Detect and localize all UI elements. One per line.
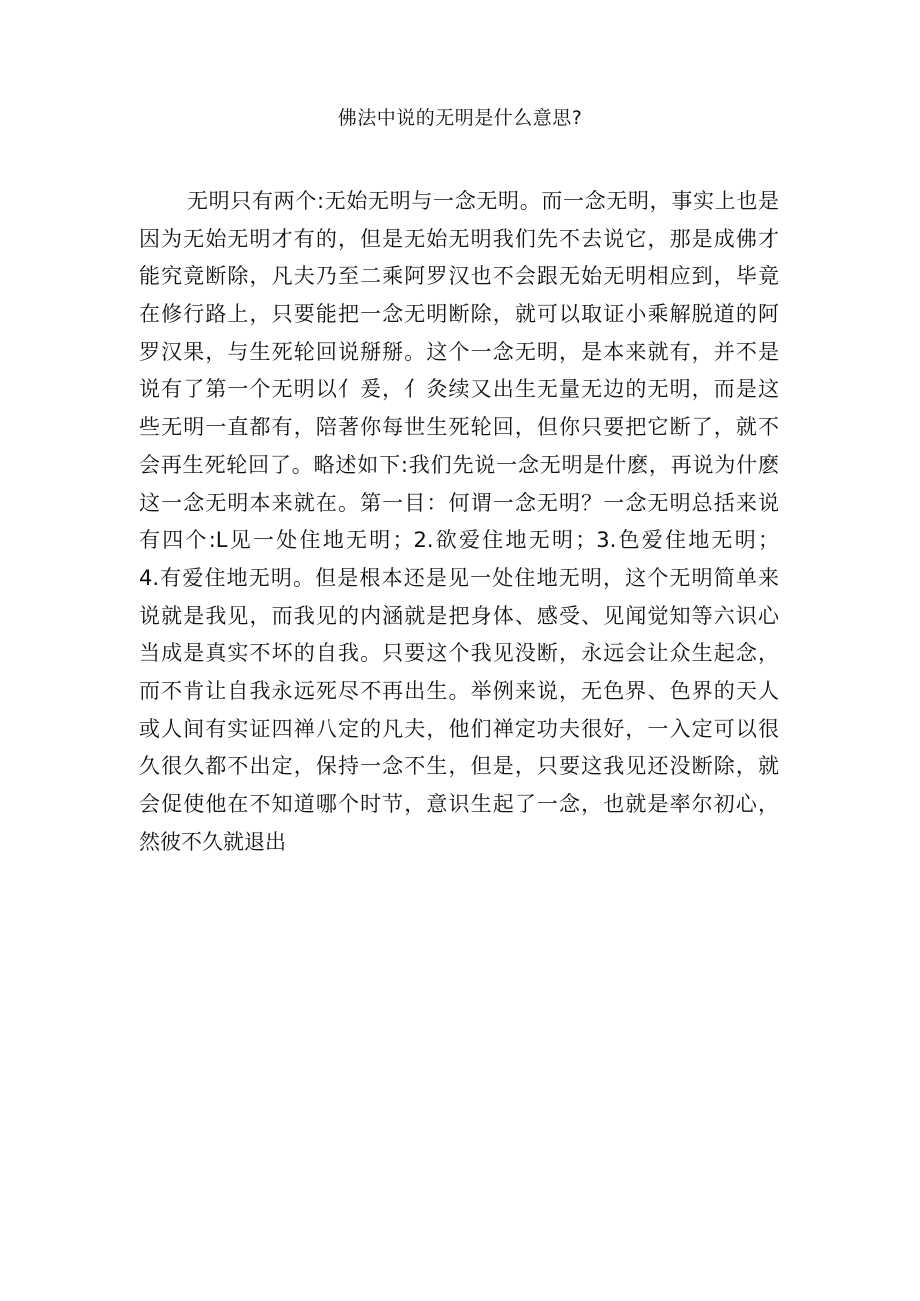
body-line-2: 因为无始无明才有的，但是无始无明我们先不去说它，那是成佛才 (139, 226, 779, 251)
body-line-18: 然彼不久就退出 (139, 829, 286, 854)
body-line-16: 久很久都不出定，保持一念不生，但是，只要这我见还没断除，就 (139, 754, 779, 779)
body-line-4: 在修行路上，只要能把一念无明断除，就可以取证小乘解脱道的阿 (139, 302, 779, 327)
body-line-15: 或人间有实证四禅八定的凡夫，他们禅定功夫很好，一入定可以很 (139, 716, 779, 741)
body-line-3: 能究竟断除，凡夫乃至二乘阿罗汉也不会跟无始无明相应到，毕竟 (139, 264, 779, 289)
document-title: 佛法中说的无明是什么意思? (337, 107, 583, 129)
document-body (139, 183, 779, 861)
body-line-12: 说就是我见，而我见的内涵就是把身体、感受、见闻觉知等六识心 (139, 603, 779, 628)
body-line-8: 会再生死轮回了。略述如下:我们先说一念无明是什麽，再说为什麽 (139, 452, 779, 477)
body-line-1: 无明只有两个:无始无明与一念无明。而一念无明，事实上也是 (187, 189, 779, 213)
body-line-7: 些无明一直都有，陪著你每世生死轮回，但你只要把它断了，就不 (139, 415, 779, 440)
body-line-17: 会促使他在不知道哪个时节，意识生起了一念，也就是率尔初心， (139, 792, 779, 816)
body-line-6: 说有了第一个无明以亻爰，亻灸续又出生无量无边的无明，而是这 (139, 377, 779, 402)
body-line-14: 而不肯让自我永远死尽不再出生。举例来说，无色界、色界的天人 (139, 678, 779, 703)
body-line-9: 这一念无明本来就在。第一目：何谓一念无明？一念无明总括来说 (139, 490, 779, 515)
body-line-11: 4.有爱住地无明。但是根本还是见一处住地无明，这个无明简单来 (139, 565, 779, 590)
body-line-13: 当成是真实不坏的自我。只要这个我见没断，永远会让众生起念， (139, 641, 779, 666)
body-line-10: 有四个:L见一处住地无明；2.欲爱住地无明；3.色爱住地无明； (139, 528, 779, 553)
body-line-5: 罗汉果，与生死轮回说掰掰。这个一念无明，是本来就有，并不是 (139, 339, 779, 364)
